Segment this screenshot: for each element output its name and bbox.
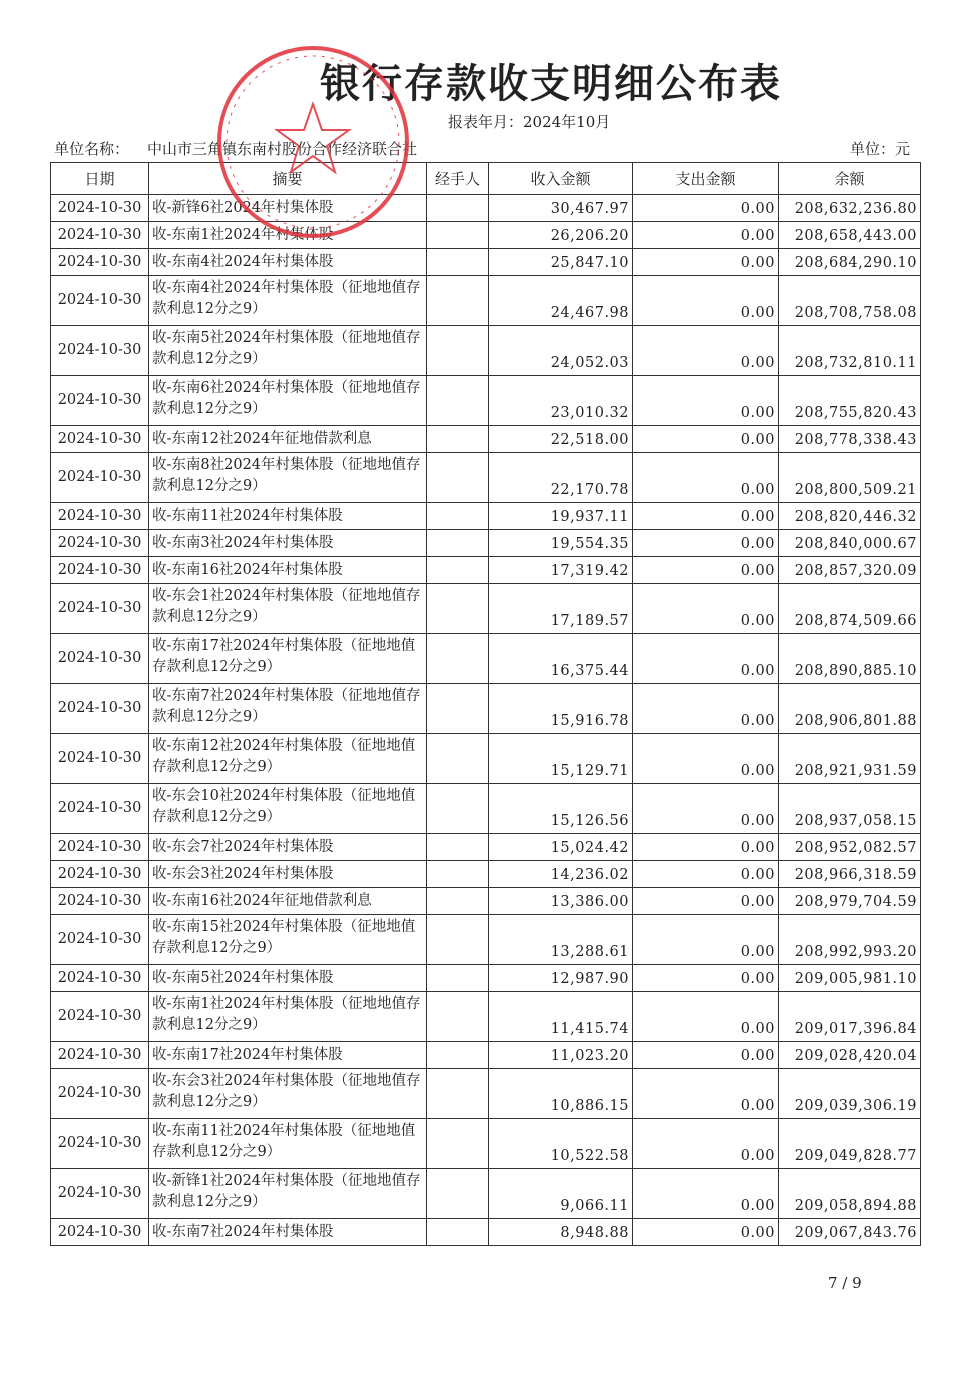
- row-expense: 0.00: [633, 503, 779, 530]
- row-expense: 0.00: [633, 834, 779, 861]
- report-period: 报表年月：2024年10月: [448, 113, 611, 131]
- currency-unit: 单位：元: [850, 140, 911, 158]
- row-handler: [427, 965, 489, 992]
- row-handler: [427, 503, 489, 530]
- row-handler: [427, 1042, 489, 1069]
- row-date: 2024-10-30: [51, 684, 149, 734]
- row-date: 2024-10-30: [51, 426, 149, 453]
- col-income: 收入金额: [489, 163, 633, 195]
- row-summary: 收-东南1社2024年村集体股: [149, 222, 427, 249]
- row-handler: [427, 222, 489, 249]
- col-summary: 摘要: [149, 163, 427, 195]
- row-income: 24,052.03: [489, 326, 633, 376]
- table-row: [51, 276, 921, 326]
- row-date: 2024-10-30: [51, 888, 149, 915]
- row-summary: 收-东南12社2024年征地借款利息: [149, 426, 427, 453]
- row-summary: 收-东南15社2024年村集体股（征地地值存款利息12分之9）: [149, 915, 427, 965]
- row-summary: 收-东南6社2024年村集体股（征地地值存款利息12分之9）: [149, 376, 427, 426]
- row-income: 14,236.02: [489, 861, 633, 888]
- row-income: 16,375.44: [489, 634, 633, 684]
- row-expense: 0.00: [633, 1119, 779, 1169]
- row-summary: 收-东南5社2024年村集体股（征地地值存款利息12分之9）: [149, 326, 427, 376]
- row-expense: 0.00: [633, 376, 779, 426]
- row-balance: 208,966,318.59: [779, 861, 921, 888]
- row-income: 30,467.97: [489, 195, 633, 222]
- row-balance: 209,058,894.88: [779, 1169, 921, 1219]
- row-balance: 208,708,758.08: [779, 276, 921, 326]
- row-expense: 0.00: [633, 326, 779, 376]
- row-handler: [427, 276, 489, 326]
- row-balance: 209,039,306.19: [779, 1069, 921, 1119]
- row-handler: [427, 557, 489, 584]
- row-summary: 收-新锋1社2024年村集体股（征地地值存款利息12分之9）: [149, 1169, 427, 1219]
- row-income: 15,024.42: [489, 834, 633, 861]
- row-handler: [427, 1069, 489, 1119]
- table-row: [51, 784, 921, 834]
- row-handler: [427, 195, 489, 222]
- row-summary: 收-东会7社2024年村集体股: [149, 834, 427, 861]
- table-row: [51, 453, 921, 503]
- table-row: [51, 195, 921, 222]
- table-header: [51, 163, 921, 195]
- row-balance: 209,028,420.04: [779, 1042, 921, 1069]
- row-handler: [427, 249, 489, 276]
- row-summary: 收-东南1社2024年村集体股（征地地值存款利息12分之9）: [149, 992, 427, 1042]
- table-row: [51, 222, 921, 249]
- row-date: 2024-10-30: [51, 195, 149, 222]
- row-date: 2024-10-30: [51, 503, 149, 530]
- row-date: 2024-10-30: [51, 1069, 149, 1119]
- row-expense: 0.00: [633, 276, 779, 326]
- row-handler: [427, 915, 489, 965]
- row-date: 2024-10-30: [51, 453, 149, 503]
- row-expense: 0.00: [633, 557, 779, 584]
- row-date: 2024-10-30: [51, 784, 149, 834]
- row-handler: [427, 1119, 489, 1169]
- col-expense: 支出金额: [633, 163, 779, 195]
- row-handler: [427, 453, 489, 503]
- row-balance: 209,067,843.76: [779, 1219, 921, 1246]
- page-title: 银行存款收支明细公布表: [320, 61, 782, 107]
- row-summary: 收-东会10社2024年村集体股（征地地值存款利息12分之9）: [149, 784, 427, 834]
- row-summary: 收-东南4社2024年村集体股（征地地值存款利息12分之9）: [149, 276, 427, 326]
- table-row: [51, 557, 921, 584]
- row-income: 10,886.15: [489, 1069, 633, 1119]
- row-summary: 收-东会3社2024年村集体股: [149, 861, 427, 888]
- table-row: [51, 1069, 921, 1119]
- unit-name-label: 单位名称：: [54, 140, 130, 158]
- row-income: 26,206.20: [489, 222, 633, 249]
- row-date: 2024-10-30: [51, 1219, 149, 1246]
- row-expense: 0.00: [633, 684, 779, 734]
- row-handler: [427, 634, 489, 684]
- row-balance: 208,732,810.11: [779, 326, 921, 376]
- row-balance: 208,800,509.21: [779, 453, 921, 503]
- table-row: [51, 1042, 921, 1069]
- row-date: 2024-10-30: [51, 734, 149, 784]
- row-handler: [427, 326, 489, 376]
- table-row: [51, 1219, 921, 1246]
- table-row: [51, 634, 921, 684]
- row-income: 25,847.10: [489, 249, 633, 276]
- row-date: 2024-10-30: [51, 1119, 149, 1169]
- row-income: 23,010.32: [489, 376, 633, 426]
- row-handler: [427, 861, 489, 888]
- row-income: 12,987.90: [489, 965, 633, 992]
- row-income: 17,189.57: [489, 584, 633, 634]
- row-handler: [427, 784, 489, 834]
- row-balance: 208,979,704.59: [779, 888, 921, 915]
- row-income: 24,467.98: [489, 276, 633, 326]
- row-balance: 208,820,446.32: [779, 503, 921, 530]
- row-balance: 208,906,801.88: [779, 684, 921, 734]
- row-expense: 0.00: [633, 784, 779, 834]
- row-expense: 0.00: [633, 992, 779, 1042]
- row-balance: 208,684,290.10: [779, 249, 921, 276]
- col-date: 日期: [51, 163, 149, 195]
- row-income: 15,126.56: [489, 784, 633, 834]
- row-income: 17,319.42: [489, 557, 633, 584]
- col-handler: 经手人: [427, 163, 489, 195]
- col-balance: 余额: [779, 163, 921, 195]
- row-balance: 209,049,828.77: [779, 1119, 921, 1169]
- row-expense: 0.00: [633, 634, 779, 684]
- row-summary: 收-东南12社2024年村集体股（征地地值存款利息12分之9）: [149, 734, 427, 784]
- row-expense: 0.00: [633, 453, 779, 503]
- row-expense: 0.00: [633, 222, 779, 249]
- row-date: 2024-10-30: [51, 834, 149, 861]
- row-date: 2024-10-30: [51, 557, 149, 584]
- row-summary: 收-东南3社2024年村集体股: [149, 530, 427, 557]
- row-balance: 208,778,338.43: [779, 426, 921, 453]
- row-balance: 208,921,931.59: [779, 734, 921, 784]
- row-handler: [427, 1219, 489, 1246]
- row-date: 2024-10-30: [51, 530, 149, 557]
- row-summary: 收-东会1社2024年村集体股（征地地值存款利息12分之9）: [149, 584, 427, 634]
- row-expense: 0.00: [633, 249, 779, 276]
- row-handler: [427, 530, 489, 557]
- row-balance: 208,755,820.43: [779, 376, 921, 426]
- row-income: 19,937.11: [489, 503, 633, 530]
- row-balance: 209,017,396.84: [779, 992, 921, 1042]
- row-income: 13,386.00: [489, 888, 633, 915]
- table-row: [51, 915, 921, 965]
- row-date: 2024-10-30: [51, 584, 149, 634]
- row-handler: [427, 376, 489, 426]
- row-handler: [427, 734, 489, 784]
- row-expense: 0.00: [633, 888, 779, 915]
- row-expense: 0.00: [633, 426, 779, 453]
- row-date: 2024-10-30: [51, 992, 149, 1042]
- unit-name: [54, 138, 435, 159]
- table-row: [51, 426, 921, 453]
- row-balance: 208,890,885.10: [779, 634, 921, 684]
- row-summary: 收-新锋6社2024年村集体股: [149, 195, 427, 222]
- table-row: [51, 376, 921, 426]
- row-expense: 0.00: [633, 861, 779, 888]
- row-date: 2024-10-30: [51, 276, 149, 326]
- table-row: [51, 1169, 921, 1219]
- row-income: 13,288.61: [489, 915, 633, 965]
- row-income: 8,948.88: [489, 1219, 633, 1246]
- row-income: 9,066.11: [489, 1169, 633, 1219]
- table-row: [51, 888, 921, 915]
- row-handler: [427, 426, 489, 453]
- row-summary: 收-东南17社2024年村集体股: [149, 1042, 427, 1069]
- table-row: [51, 1119, 921, 1169]
- row-income: 19,554.35: [489, 530, 633, 557]
- row-balance: 208,857,320.09: [779, 557, 921, 584]
- row-date: 2024-10-30: [51, 376, 149, 426]
- row-date: 2024-10-30: [51, 222, 149, 249]
- row-summary: 收-东南17社2024年村集体股（征地地值存款利息12分之9）: [149, 634, 427, 684]
- row-income: 22,170.78: [489, 453, 633, 503]
- row-summary: 收-东南7社2024年村集体股（征地地值存款利息12分之9）: [149, 684, 427, 734]
- row-date: 2024-10-30: [51, 1042, 149, 1069]
- row-income: 22,518.00: [489, 426, 633, 453]
- row-expense: 0.00: [633, 1042, 779, 1069]
- row-summary: 收-东南11社2024年村集体股（征地地值存款利息12分之9）: [149, 1119, 427, 1169]
- row-date: 2024-10-30: [51, 634, 149, 684]
- table-row: [51, 503, 921, 530]
- row-expense: 0.00: [633, 915, 779, 965]
- row-expense: 0.00: [633, 584, 779, 634]
- row-handler: [427, 834, 489, 861]
- row-date: 2024-10-30: [51, 249, 149, 276]
- row-summary: 收-东南7社2024年村集体股: [149, 1219, 427, 1246]
- row-date: 2024-10-30: [51, 861, 149, 888]
- page-indicator: 7 / 9: [828, 1274, 862, 1292]
- table-row: [51, 861, 921, 888]
- row-handler: [427, 992, 489, 1042]
- row-income: 11,023.20: [489, 1042, 633, 1069]
- row-summary: 收-东南8社2024年村集体股（征地地值存款利息12分之9）: [149, 453, 427, 503]
- row-income: 11,415.74: [489, 992, 633, 1042]
- row-balance: 208,840,000.67: [779, 530, 921, 557]
- row-income: 15,916.78: [489, 684, 633, 734]
- row-expense: 0.00: [633, 1169, 779, 1219]
- table-row: [51, 584, 921, 634]
- table-row: [51, 834, 921, 861]
- row-balance: 208,952,082.57: [779, 834, 921, 861]
- row-expense: 0.00: [633, 1219, 779, 1246]
- table-row: [51, 530, 921, 557]
- row-handler: [427, 584, 489, 634]
- table-row: [51, 965, 921, 992]
- row-date: 2024-10-30: [51, 326, 149, 376]
- row-summary: 收-东南16社2024年村集体股: [149, 557, 427, 584]
- row-expense: 0.00: [633, 195, 779, 222]
- row-summary: 收-东会3社2024年村集体股（征地地值存款利息12分之9）: [149, 1069, 427, 1119]
- row-balance: 208,632,236.80: [779, 195, 921, 222]
- row-date: 2024-10-30: [51, 915, 149, 965]
- row-balance: 209,005,981.10: [779, 965, 921, 992]
- row-balance: 208,992,993.20: [779, 915, 921, 965]
- row-date: 2024-10-30: [51, 1169, 149, 1219]
- row-summary: 收-东南11社2024年村集体股: [149, 503, 427, 530]
- row-expense: 0.00: [633, 965, 779, 992]
- row-handler: [427, 1169, 489, 1219]
- table-row: [51, 326, 921, 376]
- row-date: 2024-10-30: [51, 965, 149, 992]
- row-income: 10,522.58: [489, 1119, 633, 1169]
- ledger-table: [50, 162, 921, 1246]
- table-row: [51, 249, 921, 276]
- row-balance: 208,874,509.66: [779, 584, 921, 634]
- unit-name-value: 中山市三角镇东南村股份合作经济联合社: [147, 140, 418, 158]
- row-summary: 收-东南4社2024年村集体股: [149, 249, 427, 276]
- row-balance: 208,937,058.15: [779, 784, 921, 834]
- row-expense: 0.00: [633, 734, 779, 784]
- row-expense: 0.00: [633, 530, 779, 557]
- table-row: [51, 734, 921, 784]
- row-income: 15,129.71: [489, 734, 633, 784]
- row-handler: [427, 888, 489, 915]
- row-balance: 208,658,443.00: [779, 222, 921, 249]
- row-expense: 0.00: [633, 1069, 779, 1119]
- row-handler: [427, 684, 489, 734]
- row-summary: 收-东南5社2024年村集体股: [149, 965, 427, 992]
- row-summary: 收-东南16社2024年征地借款利息: [149, 888, 427, 915]
- table-row: [51, 684, 921, 734]
- table-row: [51, 992, 921, 1042]
